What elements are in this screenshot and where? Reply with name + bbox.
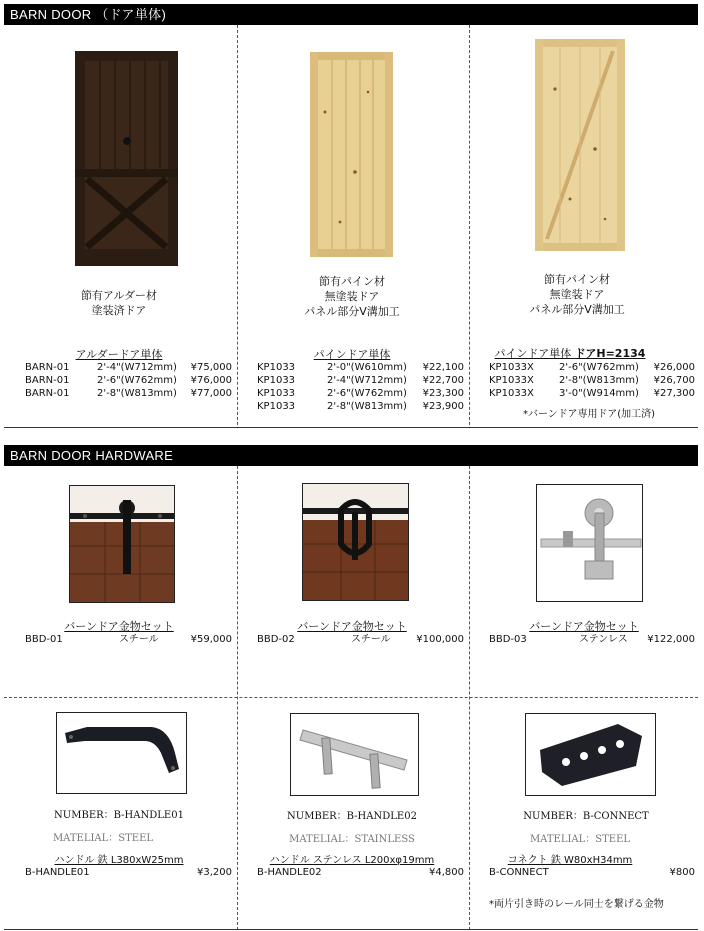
door-3-price-table bbox=[489, 361, 695, 400]
accessory-2-number: NUMBER：B-HANDLE02 bbox=[287, 811, 417, 822]
row-size: 2'-4"(W712mm) bbox=[327, 375, 407, 386]
row-material: スチール bbox=[351, 634, 391, 645]
alder-door-image bbox=[75, 51, 178, 266]
table-row bbox=[25, 361, 232, 374]
row-size: 2'-8"(W813mm) bbox=[97, 388, 177, 399]
door-1-title: アルダードア単体 bbox=[75, 348, 163, 361]
row-code: BBD-03 bbox=[489, 634, 527, 645]
row-size: 2'-6"(W762mm) bbox=[559, 362, 639, 373]
hardware-set-1-image bbox=[69, 485, 175, 603]
row-code: B-CONNECT bbox=[489, 867, 549, 878]
table-row bbox=[25, 374, 232, 387]
accessory-3-material: MATELIAL：STEEL bbox=[529, 834, 631, 845]
row-material: スチール bbox=[119, 634, 159, 645]
table-row bbox=[257, 361, 464, 374]
row-price: ¥22,700 bbox=[422, 375, 464, 386]
accessory-1-row bbox=[25, 866, 232, 879]
table-row bbox=[257, 374, 464, 387]
row-price: ¥100,000 bbox=[416, 634, 464, 645]
row-price: ¥23,900 bbox=[422, 401, 464, 412]
table-row bbox=[257, 866, 464, 879]
handle-steel-image bbox=[56, 712, 187, 794]
hardware-set-3-title: バーンドア金物セット bbox=[529, 620, 639, 633]
hardware-set-2-row bbox=[257, 633, 464, 646]
row-size: 2'-0"(W610mm) bbox=[327, 362, 407, 373]
table-row bbox=[257, 400, 464, 413]
row-price: ¥77,000 bbox=[190, 388, 232, 399]
row-price: ¥59,000 bbox=[190, 634, 232, 645]
desc-line: 塗装済ドア bbox=[91, 304, 147, 317]
table-row bbox=[489, 633, 695, 646]
table-row bbox=[25, 866, 232, 879]
row-size: 2'-8"(W813mm) bbox=[327, 401, 407, 412]
connector-image bbox=[525, 713, 656, 796]
row-price: ¥800 bbox=[669, 867, 695, 878]
door-3-title-height: ドアH=2134 bbox=[574, 347, 646, 360]
desc-line: 節有パイン材 bbox=[544, 273, 610, 286]
accessory-2-material: MATELIAL：STAINLESS bbox=[289, 834, 415, 845]
row-price: ¥26,700 bbox=[653, 375, 695, 386]
accessory-3-note: *両片引き時のレール同士を繋げる金物 bbox=[489, 899, 664, 910]
pine-door-image bbox=[310, 52, 393, 257]
row-code: BBD-01 bbox=[25, 634, 63, 645]
row-price: ¥75,000 bbox=[190, 362, 232, 373]
row-code: KP1033X bbox=[489, 362, 534, 373]
row-size: 2'-8"(W813mm) bbox=[559, 375, 639, 386]
accessory-1-title: ハンドル 鉄 L380xW25mm bbox=[54, 855, 184, 866]
row-size: 3'-0"(W914mm) bbox=[559, 388, 639, 399]
table-row bbox=[257, 387, 464, 400]
desc-line: 節有アルダー材 bbox=[80, 289, 158, 302]
hardware-set-3-row bbox=[489, 633, 695, 646]
row-code: BARN-01 bbox=[25, 375, 70, 386]
door-2-title: パインドア単体 bbox=[313, 348, 391, 361]
row-code: KP1033 bbox=[257, 375, 296, 386]
row-code: KP1033 bbox=[257, 362, 296, 373]
accessory-3-row bbox=[489, 866, 695, 879]
accessory-1-material: MATELIAL：STEEL bbox=[52, 833, 154, 844]
hardware-set-2-image bbox=[302, 483, 409, 601]
section-header-hardware: BARN DOOR HARDWARE bbox=[4, 445, 698, 466]
table-row bbox=[257, 633, 464, 646]
door-1-description bbox=[4, 288, 234, 318]
row-code: BARN-01 bbox=[25, 362, 70, 373]
accessory-3-title: コネクト 鉄 W80xH34mm bbox=[507, 855, 633, 866]
table-row bbox=[489, 374, 695, 387]
desc-line: パネル部分V溝加工 bbox=[529, 303, 625, 316]
row-price: ¥3,200 bbox=[197, 867, 232, 878]
column-divider bbox=[237, 25, 238, 425]
row-divider bbox=[4, 697, 698, 698]
accessory-2-row bbox=[257, 866, 464, 879]
hardware-set-1-row bbox=[25, 633, 232, 646]
desc-line: 無塗装ドア bbox=[549, 288, 605, 301]
row-code: KP1033 bbox=[257, 388, 296, 399]
bottom-divider bbox=[4, 929, 698, 930]
row-code: KP1033X bbox=[489, 375, 534, 386]
door-1-price-table bbox=[25, 361, 232, 400]
row-size: 2'-4"(W712mm) bbox=[97, 362, 177, 373]
table-row bbox=[489, 387, 695, 400]
row-size: 2'-6"(W762mm) bbox=[97, 375, 177, 386]
row-code: BARN-01 bbox=[25, 388, 70, 399]
row-price: ¥76,000 bbox=[190, 375, 232, 386]
door-3-title-text: パインドア単体 bbox=[494, 347, 572, 360]
column-divider bbox=[469, 25, 470, 425]
door-2-description bbox=[237, 274, 467, 319]
row-price: ¥23,300 bbox=[422, 388, 464, 399]
accessory-1-number: NUMBER：B-HANDLE01 bbox=[54, 810, 184, 821]
accessory-3-number: NUMBER：B-CONNECT bbox=[523, 811, 649, 822]
row-code: B-HANDLE02 bbox=[257, 867, 322, 878]
row-price: ¥4,800 bbox=[429, 867, 464, 878]
hardware-set-3-image bbox=[536, 484, 643, 602]
row-price: ¥27,300 bbox=[653, 388, 695, 399]
accessory-2-title: ハンドル ステンレス L200xφ19mm bbox=[269, 855, 435, 866]
row-price: ¥22,100 bbox=[422, 362, 464, 373]
row-material: ステンレス bbox=[579, 634, 628, 645]
row-code: KP1033X bbox=[489, 388, 534, 399]
pine-z-door-image bbox=[535, 39, 625, 251]
section-divider bbox=[4, 427, 698, 428]
row-code: BBD-02 bbox=[257, 634, 295, 645]
door-3-description bbox=[462, 272, 692, 317]
row-size: 2'-6"(W762mm) bbox=[327, 388, 407, 399]
hardware-set-2-title: バーンドア金物セット bbox=[297, 620, 407, 633]
row-code: B-HANDLE01 bbox=[25, 867, 90, 878]
door-2-price-table bbox=[257, 361, 464, 413]
door-3-note: *バーンドア専用ドア(加工済) bbox=[523, 409, 656, 420]
desc-line: 節有パイン材 bbox=[319, 275, 385, 288]
row-code: KP1033 bbox=[257, 401, 296, 412]
table-row bbox=[489, 361, 695, 374]
desc-line: 無塗装ドア bbox=[324, 290, 380, 303]
desc-line: パネル部分V溝加工 bbox=[304, 305, 400, 318]
door-3-title bbox=[455, 345, 685, 361]
handle-stainless-image bbox=[290, 713, 419, 796]
row-price: ¥26,000 bbox=[653, 362, 695, 373]
table-row bbox=[25, 387, 232, 400]
table-row bbox=[489, 866, 695, 879]
section-header-doors: BARN DOOR （ドア単体) bbox=[4, 4, 698, 25]
hardware-set-1-title: バーンドア金物セット bbox=[64, 620, 174, 633]
table-row bbox=[25, 633, 232, 646]
row-price: ¥122,000 bbox=[647, 634, 695, 645]
